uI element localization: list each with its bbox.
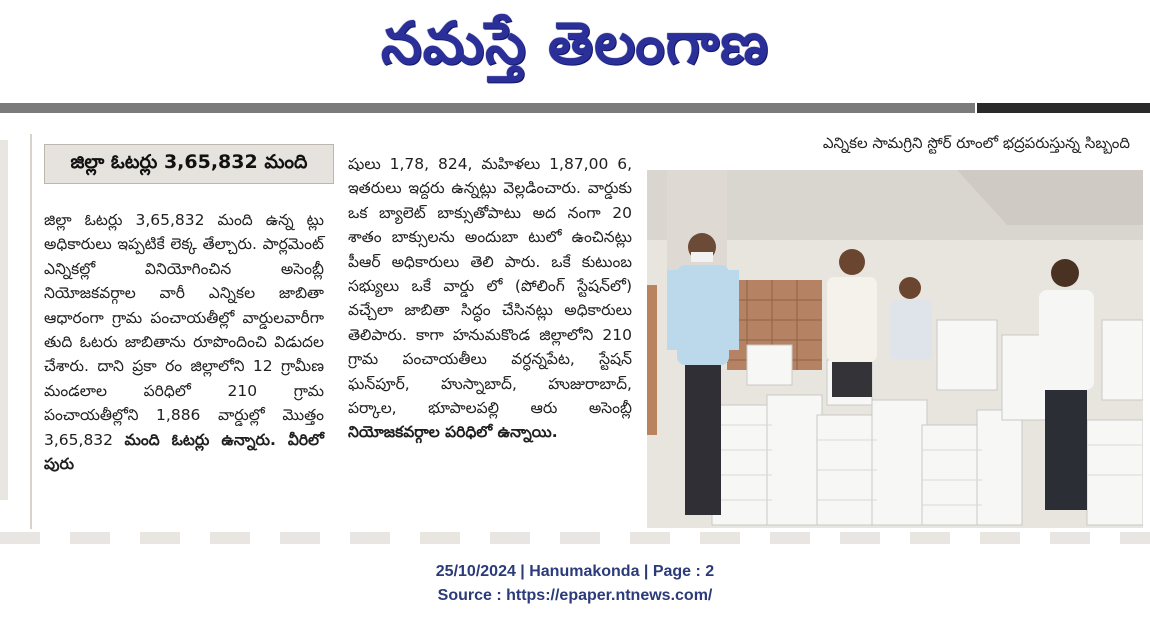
clip-torn-edge (0, 532, 1150, 544)
article-column-1 (44, 208, 324, 476)
article-headline: జిల్లా ఓటర్లు 3,65,832 మంది (70, 150, 308, 173)
column1-body-text: జిల్లా ఓటర్లు 3,65,832 మంది ఉన్న ట్లు అధికారులు ఇప్పటికే లెక్క తేల్చారు. పార్లమెంట్ ఎన్నికల్లో వినియోగించిన అసెంబ్లీ నియోజకవర్గాల వారీ ఎన్నికల జాబితా ఆధారంగా గ్రామ పంచాయతీల్లో వార్డులవారీగా తుది ఓటరు జాబితాను రూపొందించి విడుదల చేశారు. దాని ప్రకా రం జిల్లాలోని 12 గ్రామీణ మండలాల పరిధిలో 210 గ్రామ పంచాయతీల్లోని 1,886 వార్డుల్లో మొత్తం 3,65,832 (44, 211, 324, 449)
column2-body-text: షులు 1,78, 824, మహిళలు 1,87,00 6, ఇతరులు ఇద్దరు ఉన్నట్లు వెల్లడించారు. వార్డుకు ఒక బ్యాలెట్ బాక్సుతోపాటు అద నంగా 20 శాతం బాక్సులను అందుబా టులో ఉంచినట్లు పీఆర్ అధికారులు తెలి పారు. ఒకే కుటుంబ సభ్యులు ఒకే వార్డు లో (పోలింగ్ స్టేషన్‌లో) వచ్చేలా జాబితా సిద్ధం చేసినట్లు అధికారులు తెలిపారు. కాగా హనుమకొండ జిల్లాలోని 210 గ్రామ పంచాయతీలు వర్ధన్నపేట, స్టేషన్ ఘన్‌పూర్, హుస్నాబాద్, హుజురాబాద్, పర్కాల, భూపాలపల్లి ఆరు అసెంబ్లీ (348, 155, 632, 418)
newspaper-masthead (0, 0, 1150, 100)
masthead-rule-grey (0, 103, 975, 113)
photo-caption: ఎన్నికల సామగ్రిని స్టోర్ రూంలో భద్రపరుస్తున్న సిబ్బంది (822, 134, 1130, 152)
page-footer (0, 560, 1150, 608)
masthead-title: నమస్తే తెలంగాణ (381, 8, 769, 77)
footer-source: Source : https://epaper.ntnews.com/ (437, 587, 713, 604)
column2-bold-text: నియోజకవర్గాల పరిధిలో ఉన్నాయి. (348, 423, 558, 442)
storeroom-photo-illustration (647, 170, 1143, 528)
masthead-rule-dark (977, 103, 1150, 113)
news-clipping (0, 124, 1150, 544)
footer-date-edition: 25/10/2024 | Hanumakonda | Page : 2 (435, 563, 715, 580)
column-divider (30, 134, 32, 529)
article-headline-box (44, 144, 334, 184)
article-column-2 (348, 152, 632, 445)
column1-bold-text: మంది ఓటర్లు ఉన్నారు. వీరిలో పురు (44, 430, 324, 474)
news-photo (647, 170, 1143, 528)
clip-left-edge (0, 140, 8, 500)
person-4-figure (1039, 259, 1094, 510)
